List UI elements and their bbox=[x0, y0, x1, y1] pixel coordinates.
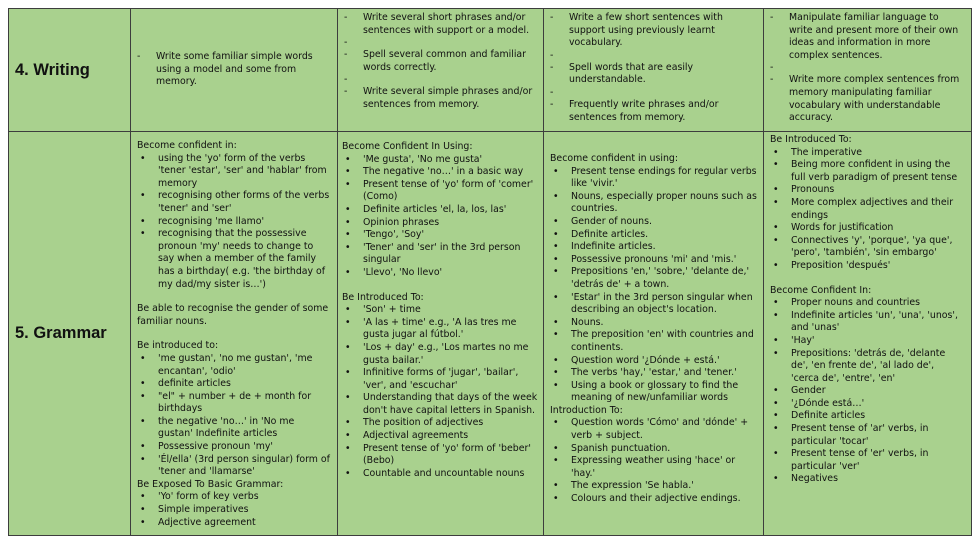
col3-list bbox=[550, 166, 757, 405]
list-item: • Colours and their adjective endings. bbox=[550, 493, 757, 506]
list-item: • Proper nouns and countries bbox=[770, 297, 965, 310]
list-item: • 'Yo' form of key verbs bbox=[137, 491, 331, 504]
col2-intro2: Be Introduced To: bbox=[342, 291, 424, 303]
list-item: • Present tense of 'yo' form of 'comer' (Como) bbox=[342, 179, 539, 204]
col2-list bbox=[342, 154, 539, 280]
list-item: • Definite articles. bbox=[550, 229, 757, 242]
list-item: • Possessive pronouns 'mi' and 'mis.' bbox=[550, 254, 757, 267]
list-item: • recognising that the possessive pronoun 'my' needs to change to say when a member of the family has a birthday( e.g. 'the birthday of my dad/my sister is…') bbox=[137, 228, 331, 291]
list-item: • the negative 'no…' in 'No me gustan' Indefinite articles bbox=[137, 416, 331, 441]
writing-col4 bbox=[763, 8, 972, 132]
list-item: • More complex adjectives and their endings bbox=[770, 197, 965, 222]
list-item: • 'A las + time' e.g., 'A las tres me gusta jugar al fútbol.' bbox=[342, 317, 539, 342]
list-item: - Spell words that are easily understandable. bbox=[548, 62, 755, 87]
list-item: • Pronouns bbox=[770, 184, 965, 197]
list-item: • Negatives bbox=[770, 473, 965, 486]
col1-intro3: Be Exposed To Basic Grammar: bbox=[137, 478, 284, 490]
list-item: - Spell several common and familiar words correctly. bbox=[342, 49, 539, 74]
col1-intro: Become confident in: bbox=[137, 140, 237, 151]
grammar-col2 bbox=[337, 131, 544, 536]
col2-list2 bbox=[342, 304, 539, 480]
list-item: • Gender of nouns. bbox=[550, 216, 757, 229]
list-item: • Prepositions: 'detrás de, 'delante de', 'en frente de', 'al lado de', 'cerca de', 'entre', 'en' bbox=[770, 348, 965, 386]
list-item: • Understanding that days of the week don't have capital letters in Spanish. bbox=[342, 392, 539, 417]
col3-intro2: Introduction To: bbox=[550, 404, 623, 416]
col4-list2 bbox=[770, 297, 965, 486]
list-item: • Definite articles bbox=[770, 410, 965, 423]
list-item: - Write several short phrases and/or sentences with support or a model. bbox=[342, 12, 539, 37]
list-item: • Adjective agreement bbox=[137, 517, 331, 530]
writing-col1 bbox=[130, 8, 338, 132]
list-item: - Write a few short sentences with support using previously learnt vocabulary. bbox=[548, 12, 755, 50]
writing-heading-cell bbox=[8, 8, 131, 132]
list-item: • Words for justification bbox=[770, 222, 965, 235]
writing-col3 bbox=[543, 8, 764, 132]
list-item: • Definite articles 'el, la, los, las' bbox=[342, 204, 539, 217]
list-item: • Connectives 'y', 'porque', 'ya que', 'pero', 'también', 'sin embargo' bbox=[770, 235, 965, 260]
col1-list3 bbox=[137, 491, 331, 529]
list-item: • The expression 'Se habla.' bbox=[550, 480, 757, 493]
list-item: • The verbs 'hay,' 'estar,' and 'tener.' bbox=[550, 367, 757, 380]
list-item: • 'Estar' in the 3rd person singular when describing an object's location. bbox=[550, 292, 757, 317]
list-item: • Using a book or glossary to find the meaning of new/unfamiliar words bbox=[550, 380, 757, 405]
list-item: • definite articles bbox=[137, 378, 331, 391]
col1-intro2: Be introduced to: bbox=[137, 340, 219, 352]
list-item: - Write some familiar simple words using a model and some from memory. bbox=[135, 51, 329, 89]
list-item: • '¿Dónde está…' bbox=[770, 398, 965, 411]
col4-intro2: Become Confident In: bbox=[770, 284, 872, 296]
list-item: • Question words 'Cómo' and 'dónde' + verb + subject. bbox=[550, 417, 757, 442]
list-item: • 'Tengo', 'Soy' bbox=[342, 229, 539, 242]
list-item: • 'Hay' bbox=[770, 335, 965, 348]
grammar-heading-cell bbox=[8, 131, 131, 536]
list-item: • 'Tener' and 'ser' in the 3rd person singular bbox=[342, 242, 539, 267]
list-item: • The preposition 'en' with countries and continents. bbox=[550, 329, 757, 354]
list-item: - Manipulate familiar language to write and present more of their own ideas and information in more complex sentences. bbox=[768, 12, 965, 62]
list-item: - Write several simple phrases and/or sentences from memory. bbox=[342, 86, 539, 111]
list-item: • Present tense of 'yo' form of 'beber' (Bebo) bbox=[342, 443, 539, 468]
grammar-col4 bbox=[763, 131, 972, 536]
list-item: • Present tense of 'ar' verbs, in particular 'tocar' bbox=[770, 423, 965, 448]
list-item: • Infinitive forms of 'jugar', 'bailar', 'ver', and 'escuchar' bbox=[342, 367, 539, 392]
list-item: • Possessive pronoun 'my' bbox=[137, 441, 331, 454]
list-item: • Simple imperatives bbox=[137, 504, 331, 517]
list-item: • Nouns, especially proper nouns such as countries. bbox=[550, 191, 757, 216]
col1-list bbox=[137, 153, 331, 292]
list-item: • 'Los + day' e.g., 'Los martes no me gusta bailar.' bbox=[342, 342, 539, 367]
list-item: • Gender bbox=[770, 385, 965, 398]
list-item: • Opinion phrases bbox=[342, 217, 539, 230]
list-item: • The position of adjectives bbox=[342, 417, 539, 430]
list-item: • using the 'yo' form of the verbs 'tener 'estar', 'ser' and 'hablar' from memory bbox=[137, 153, 331, 191]
col1-list2 bbox=[137, 353, 331, 479]
col1-para: Be able to recognise the gender of some familiar nouns. bbox=[137, 303, 329, 327]
grammar-heading: 5. Grammar bbox=[15, 324, 107, 343]
list-item: • 'Él/ella' (3rd person singular) form of 'tener and 'llamarse' bbox=[137, 454, 331, 479]
list-item: • Expressing weather using 'hace' or 'hay.' bbox=[550, 455, 757, 480]
writing-col2-list bbox=[342, 12, 539, 112]
list-item: • Indefinite articles. bbox=[550, 241, 757, 254]
list-item: - Frequently write phrases and/or sentences from memory. bbox=[548, 99, 755, 124]
col2-intro: Become Confident In Using: bbox=[342, 141, 473, 152]
col3-intro: Become confident in using: bbox=[550, 153, 679, 164]
grammar-col1 bbox=[130, 131, 338, 536]
list-item: • Present tense of 'er' verbs, in particular 'ver' bbox=[770, 448, 965, 473]
list-item: • Preposition 'después' bbox=[770, 260, 965, 273]
list-item: • The negative 'no…' in a basic way bbox=[342, 166, 539, 179]
list-item: • "el" + number + de + month for birthdays bbox=[137, 391, 331, 416]
list-item: • Question word '¿Dónde + está.' bbox=[550, 355, 757, 368]
writing-col1-list bbox=[135, 51, 329, 89]
list-item: • Adjectival agreements bbox=[342, 430, 539, 443]
list-item: • 'Son' + time bbox=[342, 304, 539, 317]
list-item: • 'Me gusta', 'No me gusta' bbox=[342, 154, 539, 167]
col4-intro: Be Introduced To: bbox=[770, 134, 852, 145]
list-item: • recognising other forms of the verbs 'tener' and 'ser' bbox=[137, 190, 331, 215]
list-item: - Write more complex sentences from memory manipulating familiar vocabulary with understandable accuracy. bbox=[768, 74, 965, 124]
list-item: • Prepositions 'en,' 'sobre,' 'delante de,' 'detrás de' + a town. bbox=[550, 266, 757, 291]
list-item: • recognising 'me llamo' bbox=[137, 216, 331, 229]
list-item: • Indefinite articles 'un', 'una', 'unos', and 'unas' bbox=[770, 310, 965, 335]
grammar-col3 bbox=[543, 131, 764, 536]
writing-heading: 4. Writing bbox=[15, 60, 90, 79]
writing-col2 bbox=[337, 8, 544, 132]
list-item: • 'me gustan', 'no me gustan', 'me encantan', 'odio' bbox=[137, 353, 331, 378]
list-item: • 'Llevo', 'No llevo' bbox=[342, 267, 539, 280]
list-item: • Being more confident in using the full verb paradigm of present tense bbox=[770, 159, 965, 184]
col4-list bbox=[770, 147, 965, 273]
list-item: • The imperative bbox=[770, 147, 965, 160]
list-item: • Nouns. bbox=[550, 317, 757, 330]
list-item: • Present tense endings for regular verbs like 'vivir.' bbox=[550, 166, 757, 191]
writing-col4-list bbox=[768, 12, 965, 125]
writing-col3-list bbox=[548, 12, 755, 124]
list-item: • Countable and uncountable nouns bbox=[342, 468, 539, 481]
col3-list2 bbox=[550, 417, 757, 505]
list-item: • Spanish punctuation. bbox=[550, 443, 757, 456]
